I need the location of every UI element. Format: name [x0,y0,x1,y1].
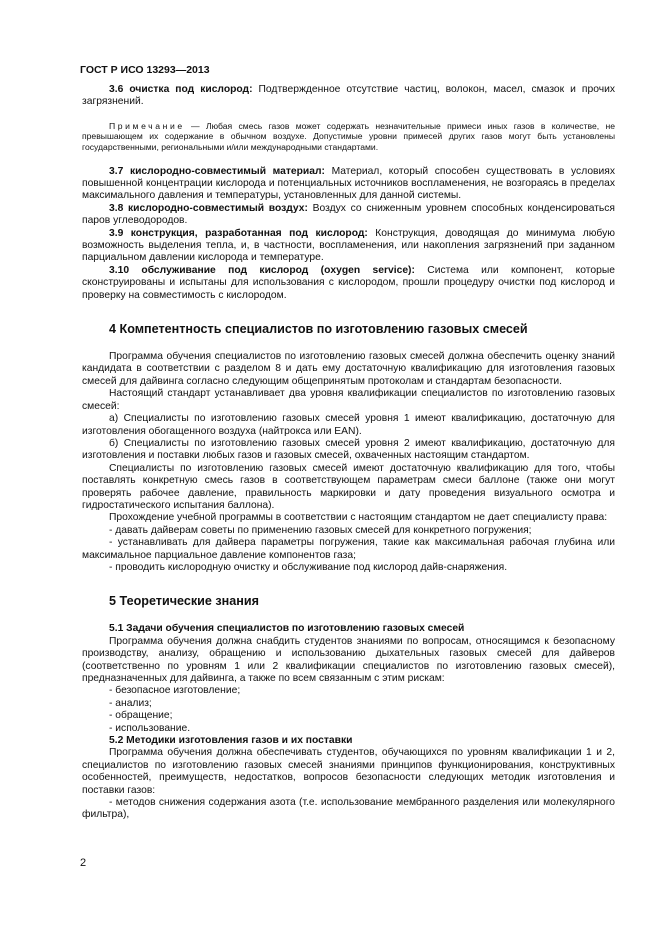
list-item: - безопасное изготовление; [109,685,241,697]
paragraph: Настоящий стандарт устанавливает два уровня квалификации специалистов по изготовлению газовых смесей: [82,388,615,412]
definition-term: 3.7 кислородно-совместимый материал: [109,165,325,177]
paragraph: Программа обучения должна обеспечивать студентов, обучающихся по уровням квалификации 1 и 2, специалистов по изготовлению газовых смесей знаниями принципов функционирования, конструктивных особенностей, преимуществ, недостатков, вопросов безопасности следующих методик изготовления и поставки газов: [82,747,615,796]
paragraph: Специалисты по изготовлению газовых смесей имеют достаточную квалификацию для того, чтобы поставлять конкретную смесь газов в соответствующем параметрам смеси баллоне (также они могут проверять рабочее давление, правильность маркировки и дату проведения визуального осмотра и гидростатического испытания баллона). [82,462,615,511]
list-item: - давать дайверам советы по применению газовых смесей для конкретного погружения; [109,524,532,536]
definition-term: 3.6 очистка под кислород: [109,84,253,95]
section-4-heading: 4 Компетентность специалистов по изготовлению газовых смесей [109,322,528,337]
note [82,121,615,153]
definition-3-7 [82,166,615,203]
list-item: - обращение; [109,710,173,722]
standard-header: ГОСТ Р ИСО 13293—2013 [80,64,210,76]
subsection-5-1-heading: 5.1 Задачи обучения специалистов по изготовлению газовых смесей [109,623,465,635]
list-item: - анализ; [109,697,152,709]
note-label: Примечание [109,120,185,131]
subsection-5-2-heading: 5.2 Методики изготовления газов и их поставки [109,735,353,747]
definition-term: 3.10 обслуживание под кислород (oxygen service): [109,264,415,276]
definition-text: Подтвержденное отсутствие частиц, волокон, масел, смазок и прочих загрязнений. [82,84,615,108]
paragraph: а) Специалисты по изготовлению газовых смесей уровня 1 имеют квалификацию, достаточную для изготовления обогащенного воздуха (найтрокса или EAN). [82,413,615,437]
definition-text: Конструкция, доводящая до минимума любую возможность выделения тепла, и, в частности, воспламенения, или накопления загрязнений при заданном парциальном давлении кислорода и температуре. [82,227,615,264]
list-item: - использование. [109,722,191,734]
note-text: — Любая смесь газов может содержать незначительные примеси иных газов в количестве, не превышающем их содержание в обычном воздухе. Допустимые уровни примесей других газов могут быть установлены государственными, региональными и/или международными стандартами. [82,120,615,152]
definition-3-6 [82,84,615,109]
definition-text: Система или компонент, которые сконструированы и испытаны для использования с кислородом, прошли процедуру очистки под кислород и проверку на совместимость с кислородом. [82,264,615,301]
section-5-heading: 5 Теоретические знания [109,594,259,609]
definition-3-9 [82,228,615,265]
paragraph: б) Специалисты по изготовлению газовых смесей уровня 2 имеют квалификацию, достаточную для изготовления и поставки любых газов и газовых смесей, охваченных настоящим стандартом. [82,437,615,462]
paragraph: Прохождение учебной программы в соответствии с настоящим стандартом не дает специалисту права: [109,512,608,524]
list-item: - методов снижения содержания азота (т.е. использование мембранного разделения или молекулярного фильтра), [82,797,615,821]
definition-text: Воздух со сниженным уровнем способных конденсироваться паров углеводородов. [82,202,615,227]
list-item: - устанавливать для дайвера параметры погружения, такие как максимальная рабочая глубина или максимальное парциальное давление компонентов газа; [82,537,615,561]
page-number: 2 [80,857,87,869]
definition-3-10 [82,265,615,302]
definition-3-8 [82,203,615,228]
definition-term: 3.8 кислородно-совместимый воздух: [109,202,308,214]
list-item: - проводить кислородную очистку и обслуживание под кислород дайв-снаряжения. [109,561,508,573]
paragraph: Программа обучения должна снабдить студентов знаниями по вопросам, относящимся к безопасному производству, анализу, обращению и использованию дыхательных газовых смесей для дайверов (соответственно по уровням 1 или 2 квалификации специалистов по изготовлению газовых смесей), предназначенных для дайвинга, а также по всем связанным с этим рискам: [82,635,615,684]
definition-text: Материал, который способен существовать в условиях повышенной концентрации кислорода и потенциальных источников воспламенения, не возгораясь в пределах максимального давления и температуры, установленных для данной системы. [82,165,615,202]
paragraph: Программа обучения специалистов по изготовлению газовых смесей должна обеспечить оценку знаний кандидата в соответствии с разделом 8 и дать ему достаточную квалификацию для изготовления газовых смесей для дайвинга согласно следующим общепринятым протоколам и стандартам безопасности. [82,351,615,387]
definition-term: 3.9 конструкция, разработанная под кислород: [109,227,368,239]
page-content [82,84,615,822]
